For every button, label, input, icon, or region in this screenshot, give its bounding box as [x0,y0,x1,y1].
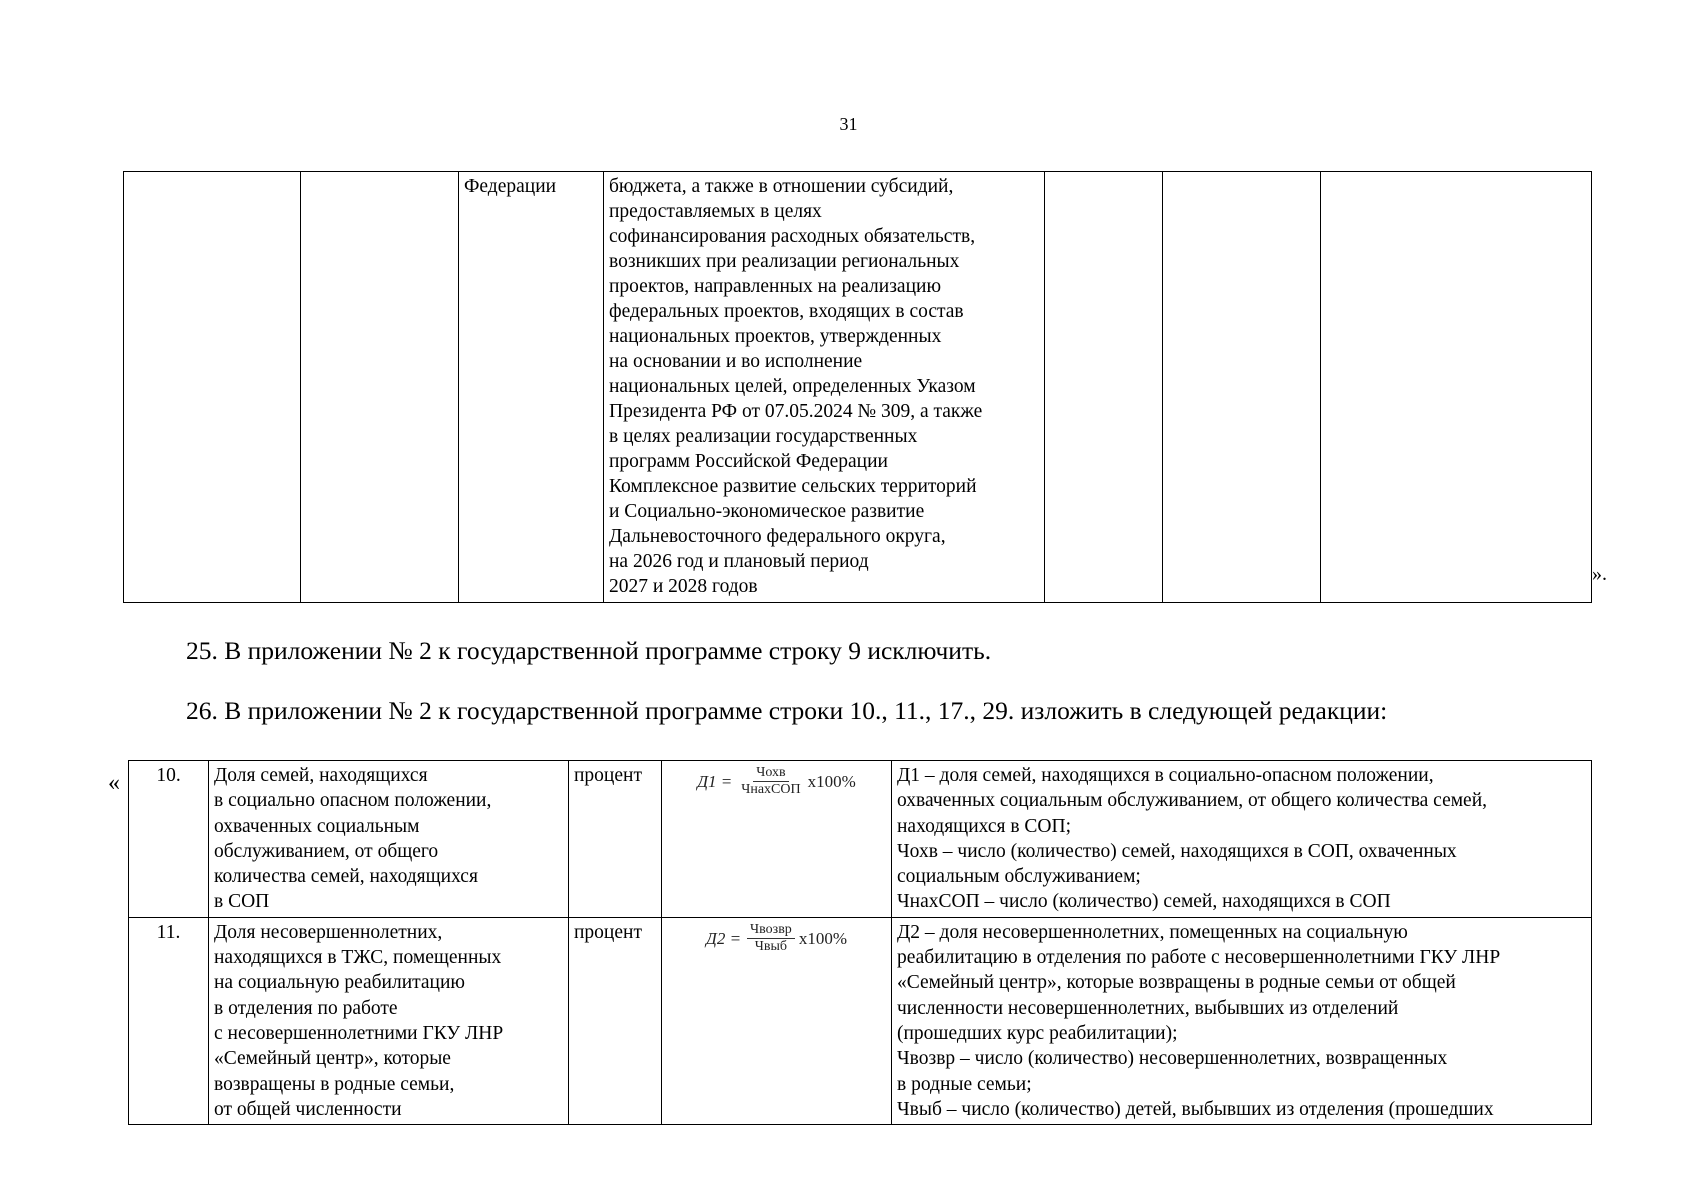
name-line: в социально опасном положении, [214,790,492,812]
desc-line: Д2 – доля несовершеннолетних, помещенных на социальную [897,921,1408,943]
name-line: «Семейный центр», которые [214,1048,451,1070]
name-line: находящихся в ТЖС, помещенных [214,947,502,969]
table1-col4-line: на основании и во исполнение [609,351,863,372]
desc-line: охваченных социальным обслуживанием, от общего количества семей, [897,790,1488,812]
formula-numerator: Чвозвр [747,922,795,939]
formula-denominator: Чвыб [754,938,788,954]
table-row [129,917,1592,1124]
paragraph-26: 26. В приложении № 2 к государственной программе строки 10., 11., 17., 29. изложить в следующей редакции: [186,696,1388,725]
row-number: 11. [129,917,209,1124]
name-line: возвращены в родные семьи, [214,1073,455,1095]
name-line: Доля семей, находящихся [214,765,428,786]
formula [667,922,886,955]
unit: процент [569,917,662,1124]
paragraph-25: 25. В приложении № 2 к государственной программе строку 9 исключить. [186,636,992,665]
formula-fraction [738,765,803,798]
table1-cell-col3 [459,172,604,603]
table1-col4-line: 2027 и 2028 годов [609,576,758,597]
table1-col4-line: на 2026 год и плановый период [609,551,869,572]
desc-line: реабилитацию в отделения по работе с несовершеннолетними ГКУ ЛНР [897,947,1501,969]
formula-rhs: х100% [798,928,847,948]
continuation-table [123,171,1592,603]
desc-line: Чвыб – число (количество) детей, выбывших из отделения (прошедших [897,1098,1494,1120]
table1-col4-line: и Социально-экономическое развитие [609,501,925,522]
table1-cell-col6 [1163,172,1321,603]
name-line: в СОП [214,891,270,913]
indicators-table [128,760,1592,1125]
name-line: с несовершеннолетними ГКУ ЛНР [214,1022,504,1044]
page-number: 31 [839,114,858,134]
row-number: 10. [129,761,209,918]
desc-line: Д1 – доля семей, находящихся в социально-опасном положении, [897,765,1434,786]
table1-cell-col7 [1321,172,1592,603]
desc-line: Чохв – число (количество) семей, находящихся в СОП, охваченных [897,840,1457,862]
table1-col4-line: федеральных проектов, входящих в состав [609,301,964,322]
formula-lhs: Д2 = [706,928,742,948]
formula [667,765,886,798]
table1-col4-line: в целях реализации государственных [609,426,918,447]
formula-fraction [747,922,795,955]
indicator-description [892,917,1592,1124]
table1-cell-col4 [604,172,1045,603]
formula-numerator: Чохв [753,765,788,782]
formula-cell [662,761,892,918]
table1-col4-line: национальных проектов, утвержденных [609,326,942,347]
table1-col4-line: Комплексное развитие сельских территорий [609,476,977,497]
desc-line: находящихся в СОП; [897,815,1071,837]
desc-line: численности несовершеннолетних, выбывших из отделений [897,997,1399,1019]
table1-cell-col2 [301,172,459,603]
table1-col3-text: Федерации [464,176,557,197]
formula-lhs: Д1 = [697,771,733,791]
table1-cell-col5 [1045,172,1163,603]
formula-rhs: х100% [807,771,856,791]
table1-col4-line: предоставляемых в целях [609,201,822,222]
desc-line: социальным обслуживанием; [897,866,1141,888]
desc-line: ЧнахСОП – число (количество) семей, находящихся в СОП [897,891,1391,913]
indicator-name [209,917,569,1124]
unit: процент [569,761,662,918]
opening-quote: « [108,770,120,796]
name-line: обслуживанием, от общего [214,840,439,862]
table1-col4-line: программ Российской Федерации [609,451,888,472]
name-line: в отделения по работе [214,997,398,1019]
table1-col4-line: софинансирования расходных обязательств, [609,226,976,247]
indicator-name [209,761,569,918]
desc-line: (прошедших курс реабилитации); [897,1022,1178,1044]
closing-quote: ». [1592,563,1607,585]
table1-col4-line: бюджета, а также в отношении субсидий, [609,176,954,197]
formula-denominator: ЧнахСОП [741,782,801,797]
name-line: на социальную реабилитацию [214,972,465,994]
name-line: охваченных социальным [214,815,420,837]
table1-col4-line: Президента РФ от 07.05.2024 № 309, а также [609,401,983,422]
table1-col4-line: Дальневосточного федерального округа, [609,526,946,547]
name-line: от общей численности [214,1098,402,1120]
table-row [129,761,1592,918]
table1-col4-line: возникших при реализации региональных [609,251,960,272]
desc-line: «Семейный центр», которые возвращены в родные семьи от общей [897,972,1456,994]
table1-col4-line: проектов, направленных на реализацию [609,276,942,297]
name-line: Доля несовершеннолетних, [214,921,443,943]
table1-col4-line: национальных целей, определенных Указом [609,376,976,397]
desc-line: в родные семьи; [897,1073,1032,1095]
indicator-description [892,761,1592,918]
formula-cell [662,917,892,1124]
desc-line: Чвозвр – число (количество) несовершеннолетних, возвращенных [897,1048,1448,1070]
name-line: количества семей, находящихся [214,866,478,888]
table1-cell-col1 [124,172,301,603]
